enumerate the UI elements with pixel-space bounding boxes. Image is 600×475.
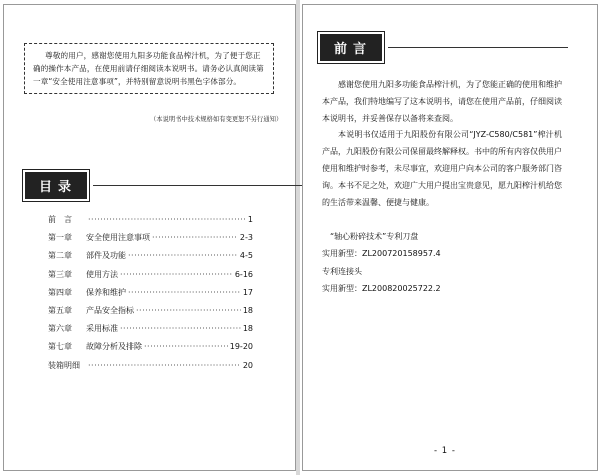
toc-title: 使用方法 [86,269,118,279]
toc-title: 保养和维护 [86,287,126,297]
toc-page: 18 [242,305,253,315]
spec-change-note: （本说明书中技术规格如有变更恕不另行通知） [150,116,283,123]
toc-chapter: 第一章 [48,233,72,243]
toc-entry[interactable] [48,250,253,268]
patent-line: 专利连接头 [322,266,362,276]
toc-chapter: 第三章 [48,269,72,279]
page-gutter [296,0,300,475]
patent-list [322,228,562,298]
toc-page: 1 [247,215,253,224]
toc-entry[interactable] [48,214,253,232]
user-notice-box [24,43,274,94]
toc-page: 18 [242,324,253,334]
toc-chapter: 装箱明细 [48,360,80,370]
toc-leader [136,306,241,315]
toc-page: 4-5 [239,251,253,261]
user-notice-text: 尊敬的用户，感谢您使用九阳多功能食品榨汁机，为了便于您正确的操作本产品，在使用前请仔细阅读本说明书。请务必认真阅读第一章“安全使用注意事项”，并特别留意说明书黑色字体部分。 [33,51,264,86]
preface-paragraph: 本说明书仅适用于九阳股份有限公司“JYZ-C580/C581”榨汁机产品，九阳股份有限公司保留最终解释权。书中的所有内容仅供用户使用和维护时参考，未尽事宜，欢迎用户向本公司的客户服务部门咨询。本书不足之处，欢迎广大用户提出宝贵意见，愿九阳榨汁机给您的生活带来温馨、便捷与健康。 [322,130,562,207]
preface-heading-label: 前言 [320,34,382,61]
table-of-contents [48,214,253,378]
page-number: - 1 - [434,446,456,456]
toc-leader [128,251,238,260]
toc-entry[interactable] [48,269,253,287]
toc-page: 19-20 [229,342,253,352]
toc-chapter: 第七章 [48,342,72,352]
toc-chapter: 第二章 [48,251,72,261]
toc-title: 产品安全指标 [86,305,134,315]
toc-chapter: 前 言 [48,215,72,224]
toc-title: 安全使用注意事项 [86,233,150,243]
toc-leader [88,215,246,224]
toc-entry[interactable] [48,305,253,323]
toc-entry[interactable] [48,287,253,305]
toc-page: 20 [242,360,253,370]
toc-page: 6-16 [234,269,253,279]
toc-leader [120,324,241,333]
preface-paragraph: 感谢您使用九阳多功能食品榨汁机，为了您能正确的使用和维护本产品，我们特地编写了这本说明书，请您在使用产品前，仔细阅读本说明书，并妥善保存以备将来查阅。 [322,80,562,123]
toc-entry[interactable] [48,232,253,250]
toc-leader [120,270,233,279]
toc-leader [144,342,228,351]
toc-heading [25,172,305,199]
toc-chapter: 第五章 [48,305,72,315]
toc-heading-label: 目录 [25,172,87,199]
toc-leader [128,288,241,297]
preface-body [322,77,562,211]
toc-page: 2-3 [239,233,253,243]
preface-heading [320,34,568,61]
toc-leader [152,233,238,242]
toc-page: 17 [242,287,253,297]
toc-chapter: 第六章 [48,324,72,334]
toc-chapter: 第四章 [48,287,72,297]
preface-heading-rule [388,47,568,48]
toc-entry[interactable] [48,341,253,359]
toc-title: 采用标准 [86,324,118,334]
toc-entry[interactable] [48,323,253,341]
toc-leader [88,361,241,370]
toc-title: 故障分析及排除 [86,342,142,352]
patent-line: 实用新型：ZL200820025722.2 [322,284,441,294]
patent-line: “轴心粉碎技术”专利刀盘 [330,232,419,241]
toc-title: 部件及功能 [86,251,126,261]
toc-heading-rule [93,185,305,186]
patent-line: 实用新型：ZL200720158957.4 [322,249,441,259]
toc-entry[interactable] [48,360,253,378]
